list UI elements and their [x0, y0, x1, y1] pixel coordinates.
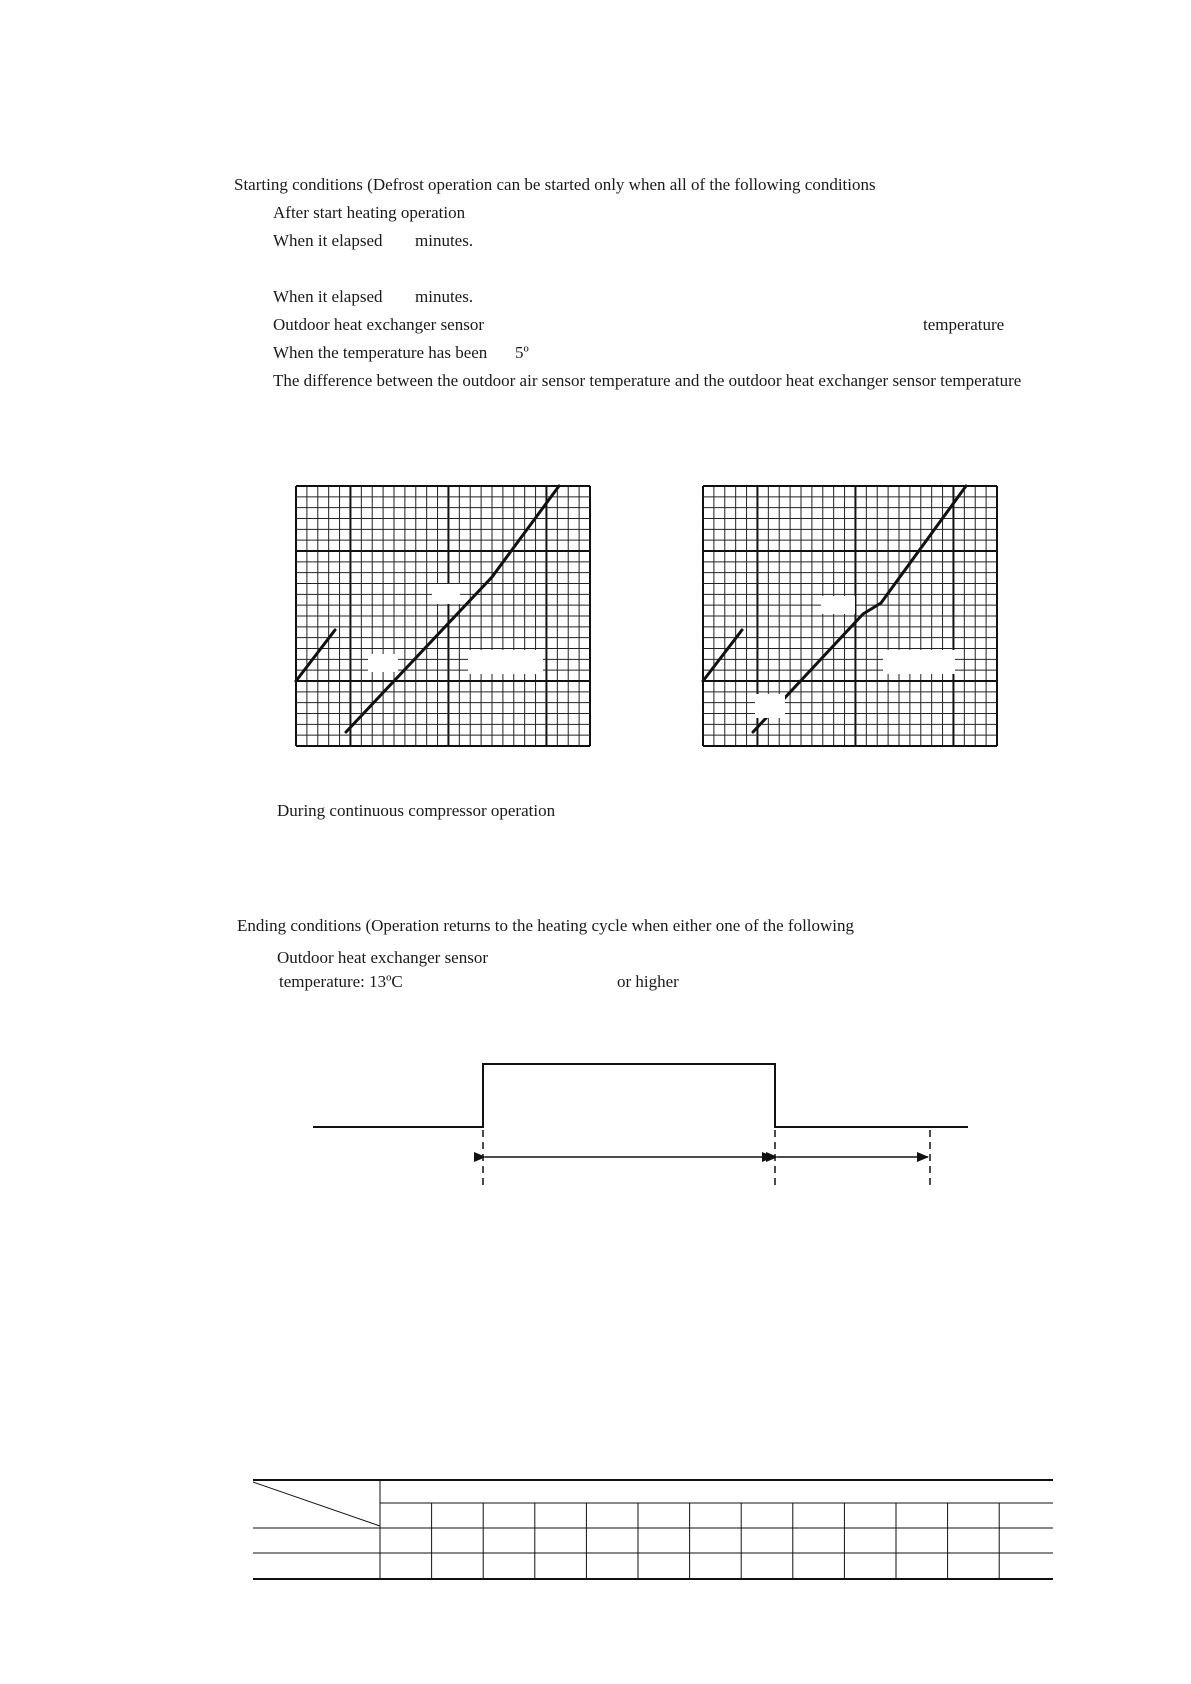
difference-text: The difference between the outdoor air sensor temperature and the outdoor heat exchanger sensor temperature — [273, 371, 1022, 390]
table-lines — [253, 1480, 1053, 1579]
table-diagonal-header — [253, 1482, 380, 1526]
after-start-text: After start heating operation — [273, 203, 466, 222]
ending-temp-line: temperature: 13ºC — [279, 972, 403, 991]
ending-or-higher: or higher — [617, 972, 679, 991]
ending-heading: Ending conditions (Operation returns to the heating cycle when either one of the following — [237, 916, 855, 935]
ending-hx-sensor-text: Outdoor heat exchanger sensor — [277, 948, 489, 967]
starting-heading: Starting conditions (Defrost operation can be started only when all of the following conditions — [234, 175, 876, 194]
temp-value: 5º — [515, 343, 529, 362]
elapsed-1-label: When it elapsed — [273, 231, 383, 250]
continuous-op-text: During continuous compressor operation — [277, 801, 556, 820]
elapsed-1-unit: minutes. — [415, 231, 474, 250]
elapsed-2-unit: minutes. — [415, 287, 474, 306]
hx-sensor-text: Outdoor heat exchanger sensor — [273, 315, 485, 334]
temp-has-been-text: When the temperature has been — [273, 343, 488, 362]
hx-sensor-suffix: temperature — [923, 315, 1005, 334]
elapsed-2-label: When it elapsed — [273, 287, 383, 306]
